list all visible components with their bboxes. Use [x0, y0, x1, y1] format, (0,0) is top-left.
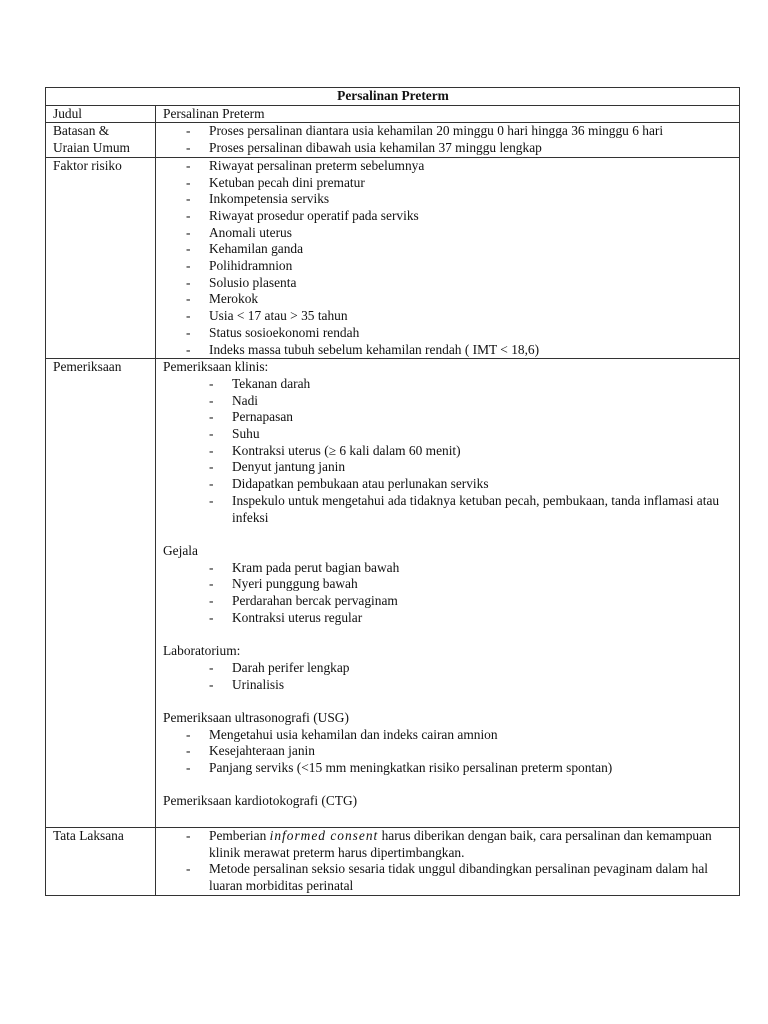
list-item: - Darah perifer lengkap — [163, 660, 733, 677]
list-item: - Kontraksi uterus regular — [163, 610, 733, 627]
row-label-batasan-line1: Batasan & — [53, 123, 110, 139]
list-item: - Tekanan darah — [163, 376, 733, 393]
row-content-batasan — [156, 123, 740, 157]
lab-heading: Laboratorium: — [163, 643, 241, 659]
list-item: - Indeks massa tubuh sebelum kehamilan rendah ( IMT < 18,6) — [163, 342, 733, 359]
row-label-batasan-line2: Uraian Umum — [53, 140, 130, 156]
item-text: harus diberikan dengan baik, cara persalinan dan kemampuan klinik merawat preterm harus dipertimbangkan. — [209, 827, 712, 860]
row-content-faktor — [156, 157, 740, 358]
list-item: - Urinalisis — [163, 677, 733, 694]
list-item: - Nyeri punggung bawah — [163, 576, 733, 593]
row-label-faktor: Faktor risiko — [46, 157, 156, 358]
list-item: - Kram pada perut bagian bawah — [163, 560, 733, 577]
list-item — [163, 828, 733, 861]
list-item: - Kontraksi uterus (≥ 6 kali dalam 60 menit) — [163, 443, 733, 460]
list-item: - Kehamilan ganda — [163, 241, 733, 258]
list-item: - Suhu — [163, 426, 733, 443]
row-label-judul: Judul — [46, 105, 156, 123]
gejala-list — [163, 560, 733, 627]
gejala-heading: Gejala — [163, 542, 198, 558]
list-item: - Polihidramnion — [163, 258, 733, 275]
list-item: - Usia < 17 atau > 35 tahun — [163, 308, 733, 325]
table-row-pemeriksaan — [46, 359, 740, 828]
spacer — [163, 626, 733, 643]
emphasis-term: informed consent — [269, 827, 379, 843]
spacer — [163, 693, 733, 710]
list-item: - Anomali uterus — [163, 225, 733, 242]
list-item: - Merokok — [163, 291, 733, 308]
list-item: - Mengetahui usia kehamilan dan indeks cairan amnion — [163, 727, 733, 744]
ctg-heading: Pemeriksaan kardiotokografi (CTG) — [163, 793, 358, 809]
list-item: - Inkompetensia serviks — [163, 191, 733, 208]
batasan-list — [163, 123, 733, 156]
spacer — [163, 777, 733, 794]
klinis-heading: Pemeriksaan klinis: — [163, 359, 269, 375]
list-item: - Metode persalinan seksio sesaria tidak unggul dibandingkan persalinan pevaginam dalam hal luaran morbiditas perinatal — [163, 861, 733, 894]
list-item: - Panjang serviks (<15 mm meningkatkan risiko persalinan preterm spontan) — [163, 760, 733, 777]
list-item: - Solusio plasenta — [163, 275, 733, 292]
row-content-pemeriksaan — [156, 359, 740, 828]
row-label-tata-laksana: Tata Laksana — [46, 827, 156, 895]
list-item: - Denyut jantung janin — [163, 459, 733, 476]
lab-list — [163, 660, 733, 693]
list-item: - Proses persalinan diantara usia kehamilan 20 minggu 0 hari hingga 36 minggu 6 hari — [163, 123, 733, 140]
table-row-faktor — [46, 157, 740, 358]
list-item: - Riwayat prosedur operatif pada serviks — [163, 208, 733, 225]
item-text: Pemberian — [209, 827, 270, 843]
list-item: - Proses persalinan dibawah usia kehamilan 37 minggu lengkap — [163, 140, 733, 157]
faktor-list — [163, 158, 733, 358]
list-item: - Riwayat persalinan preterm sebelumnya — [163, 158, 733, 175]
list-item: - Status sosioekonomi rendah — [163, 325, 733, 342]
list-item: - Inspekulo untuk mengetahui ada tidaknya ketuban pecah, pembukaan, tanda inflamasi atau infeksi — [163, 493, 733, 526]
row-value-judul: Persalinan Preterm — [156, 105, 740, 123]
spacer — [163, 526, 733, 543]
table-row-tata-laksana — [46, 827, 740, 895]
row-label-pemeriksaan: Pemeriksaan — [46, 359, 156, 828]
spacer — [163, 810, 733, 827]
list-item: - Nadi — [163, 393, 733, 410]
list-item: - Didapatkan pembukaan atau perlunakan serviks — [163, 476, 733, 493]
protocol-table — [45, 87, 740, 896]
list-item: - Ketuban pecah dini prematur — [163, 175, 733, 192]
tata-laksana-list — [163, 828, 733, 895]
klinis-list — [163, 376, 733, 526]
table-title-row — [46, 88, 740, 106]
usg-heading: Pemeriksaan ultrasonografi (USG) — [163, 709, 349, 725]
table-title: Persalinan Preterm — [46, 88, 740, 106]
list-item: - Kesejahteraan janin — [163, 743, 733, 760]
table-row-judul — [46, 105, 740, 123]
list-item: - Perdarahan bercak pervaginam — [163, 593, 733, 610]
row-label-batasan — [46, 123, 156, 157]
list-item: - Pernapasan — [163, 409, 733, 426]
usg-list — [163, 727, 733, 777]
row-content-tata-laksana — [156, 827, 740, 895]
table-row-batasan — [46, 123, 740, 157]
